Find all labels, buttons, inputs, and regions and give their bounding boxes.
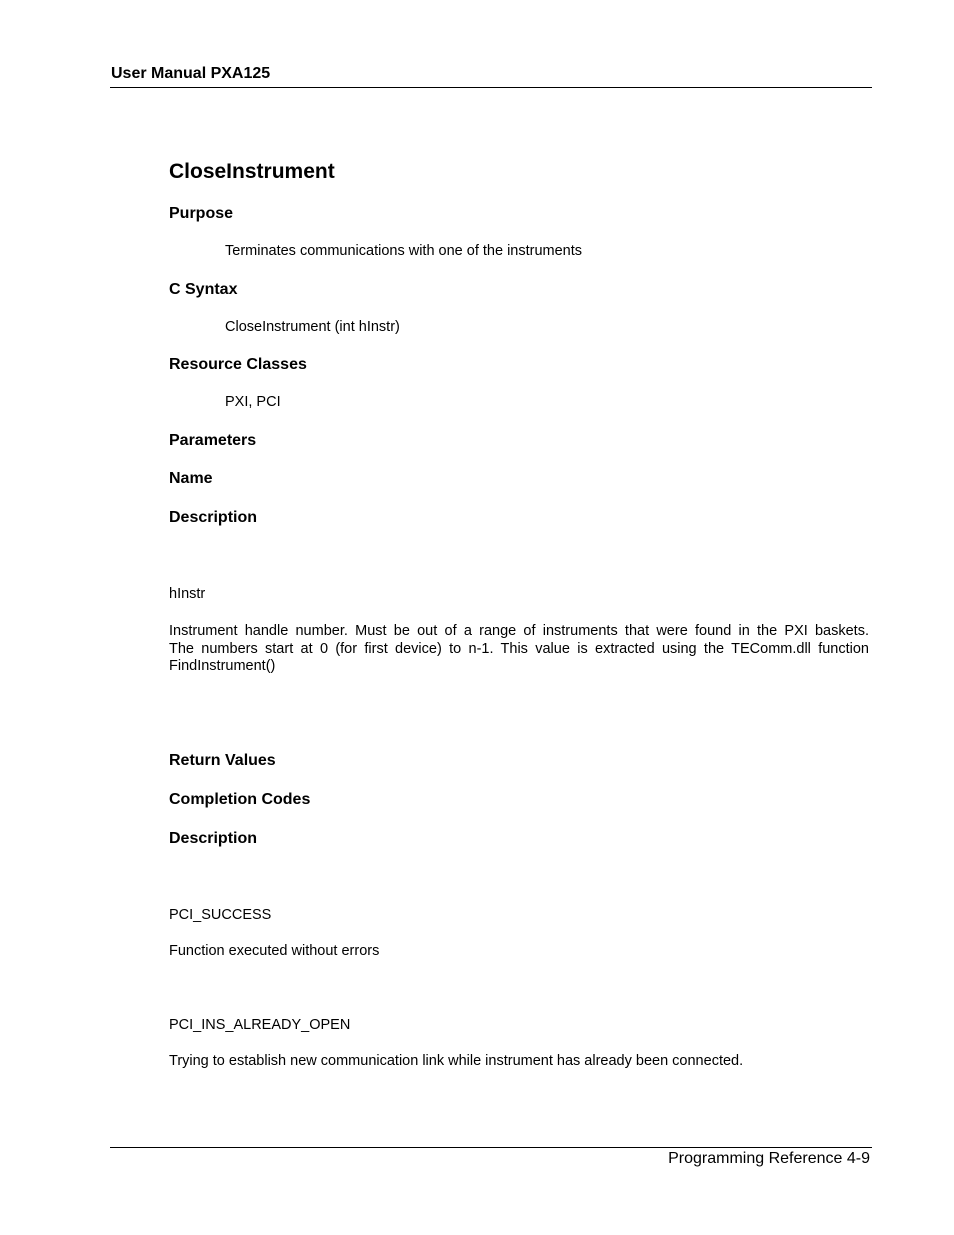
completion-code-description: Function executed without errors: [169, 943, 380, 959]
parameters-name-column-header: Name: [169, 470, 213, 487]
header-rule: [110, 87, 872, 88]
completion-code: PCI_INS_ALREADY_OPEN: [169, 1017, 351, 1033]
syntax-heading: C Syntax: [169, 281, 238, 298]
parameter-description-line: Instrument handle number. Must be out of a range of instruments that were found in the PXI baskets.: [169, 623, 869, 639]
parameters-heading: Parameters: [169, 432, 257, 449]
parameters-description-column-header: Description: [169, 509, 258, 526]
return-values-heading: Return Values: [169, 752, 276, 769]
resource-classes-text: PXI, PCI: [225, 394, 281, 410]
page-footer: Programming Reference 4-9: [668, 1150, 870, 1167]
resource-classes-heading: Resource Classes: [169, 356, 307, 373]
syntax-text: CloseInstrument (int hInstr): [225, 319, 400, 335]
purpose-text: Terminates communications with one of the instruments: [225, 243, 583, 259]
parameter-description-line: The numbers start at 0 (for first device) to n-1. This value is extracted using the TEComm.dll function: [169, 640, 869, 657]
purpose-heading: Purpose: [169, 205, 234, 222]
parameter-description-line: FindInstrument(): [169, 658, 276, 674]
completion-code-description: Trying to establish new communication link while instrument has already been connected.: [169, 1053, 744, 1069]
return-description-column-header: Description: [169, 830, 258, 847]
completion-code: PCI_SUCCESS: [169, 907, 272, 923]
parameter-description: [169, 623, 869, 676]
footer-rule: [110, 1147, 872, 1148]
parameter-name: hInstr: [169, 586, 206, 602]
section-title: CloseInstrument: [169, 160, 335, 183]
completion-codes-column-header: Completion Codes: [169, 791, 311, 808]
running-header-title: User Manual PXA125: [111, 65, 271, 82]
